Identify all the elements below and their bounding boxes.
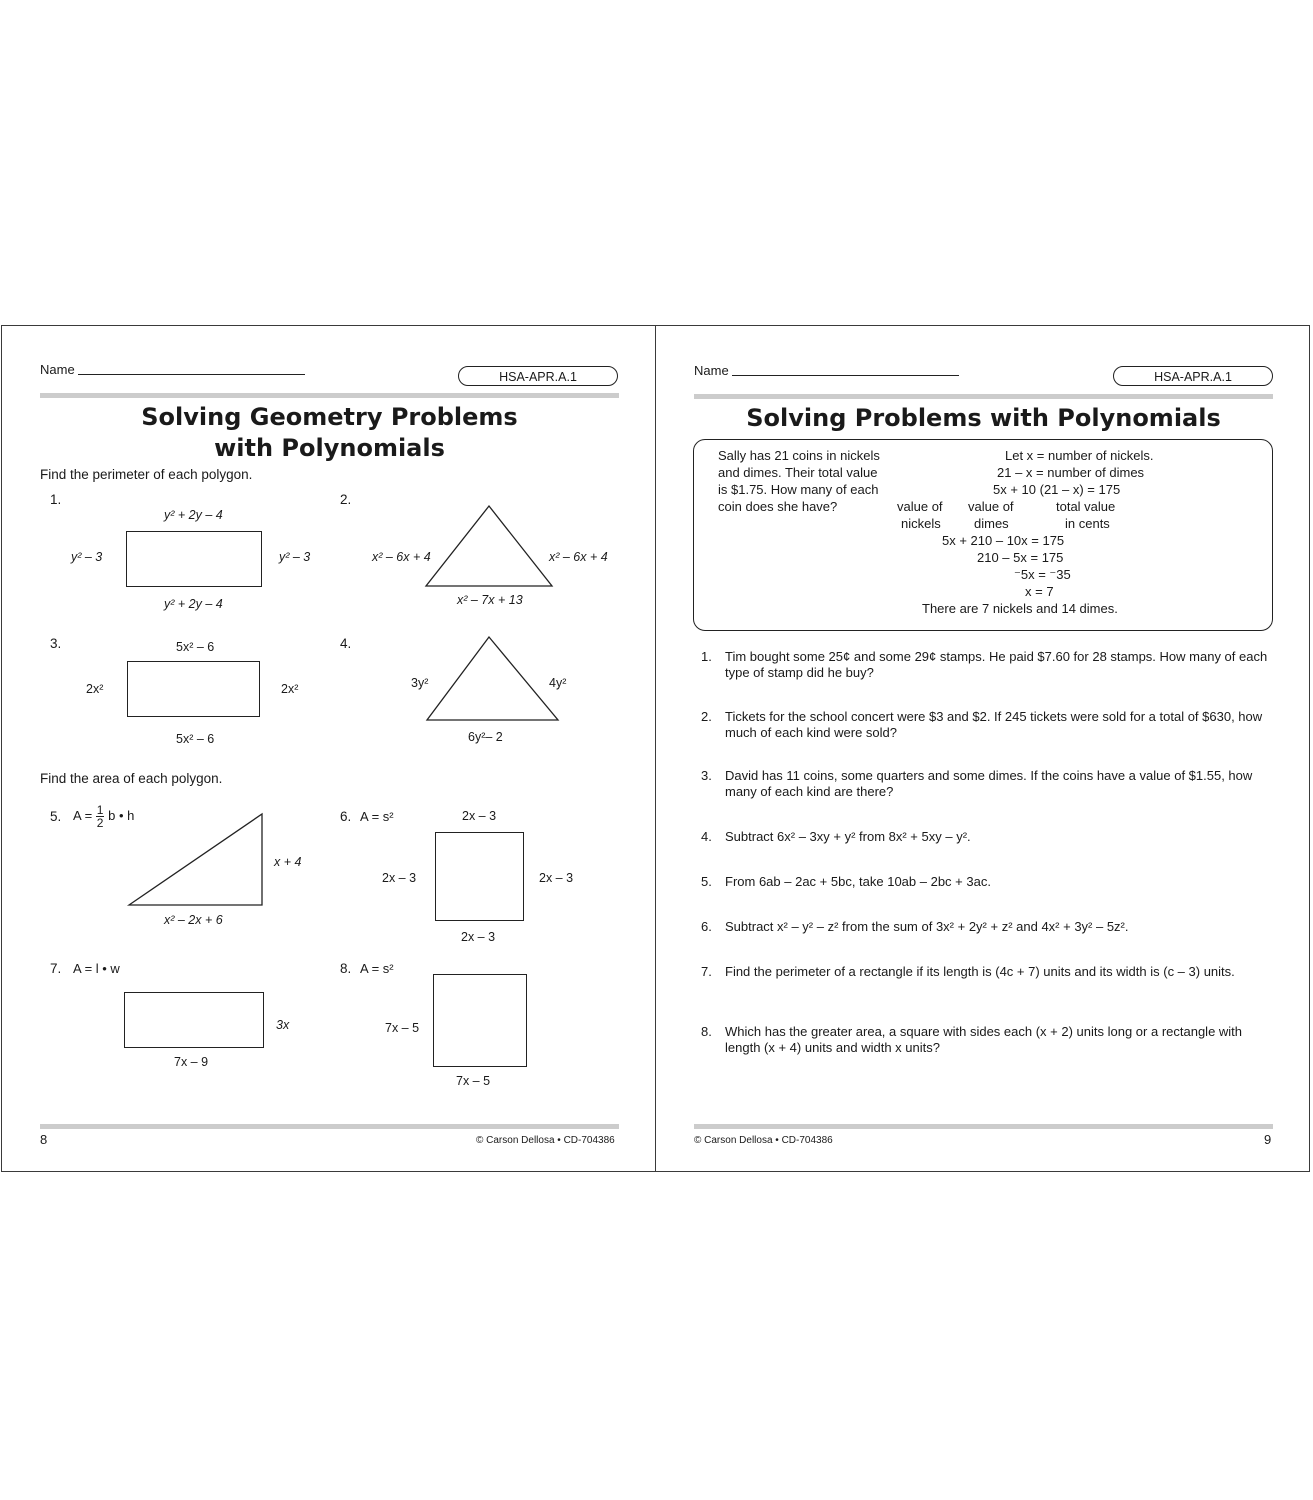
question-item — [701, 1024, 1273, 1056]
rectangle-shape — [124, 992, 264, 1048]
example-annotation: total value — [1056, 499, 1116, 514]
question-number: 8. — [701, 1024, 712, 1039]
example-step: Let x = number of nickels. — [1005, 448, 1154, 463]
side-label: y² + 2y – 4 — [164, 597, 223, 611]
problem-number: 3. — [50, 636, 62, 651]
name-label: Name — [694, 363, 729, 378]
side-label: y² – 3 — [279, 550, 311, 564]
example-step: 5x + 10 (21 – x) = 175 — [993, 482, 1121, 497]
perimeter-instruction: Find the perimeter of each polygon. — [40, 467, 253, 482]
problem-number: 4. — [340, 636, 352, 651]
header-rule — [40, 393, 619, 398]
formula-prefix: A = — [73, 808, 93, 823]
question-item — [701, 829, 1273, 845]
question-text: Tim bought some 25¢ and some 29¢ stamps. He paid $7.60 for 28 stamps. How many of each type of stamp did he buy? — [725, 649, 1268, 680]
header-rule — [694, 394, 1273, 399]
side-label: 6y²– 2 — [468, 730, 503, 744]
question-item — [701, 874, 1273, 890]
page-title — [40, 402, 619, 464]
side-label: x² – 6x + 4 — [372, 550, 431, 564]
side-label: 7x – 5 — [385, 1021, 420, 1035]
question-number: 6. — [701, 919, 712, 934]
question-number: 3. — [701, 768, 712, 783]
problem-number: 8. — [340, 961, 352, 976]
side-label: 2x – 3 — [461, 930, 496, 944]
example-step: 210 – 5x = 175 — [977, 550, 1064, 565]
side-label: 7x – 5 — [456, 1074, 491, 1088]
problem-number: 6. — [340, 809, 352, 824]
area-formula: A = s² — [360, 961, 394, 976]
area-formula: A = s² — [360, 809, 394, 824]
standard-badge: HSA-APR.A.1 — [1113, 366, 1273, 386]
example-annotation: in cents — [1065, 516, 1110, 531]
side-label: x² – 6x + 4 — [549, 550, 608, 564]
question-item — [701, 709, 1273, 741]
footer-rule — [694, 1124, 1273, 1129]
side-label: y² – 3 — [71, 550, 103, 564]
problem-number: 1. — [50, 492, 62, 507]
area-formula: A = l • w — [73, 961, 120, 976]
page-number: 9 — [1264, 1132, 1272, 1147]
side-label: 2x – 3 — [539, 871, 574, 885]
footer-credit: © Carson Dellosa • CD-704386 — [476, 1135, 615, 1146]
question-text: Which has the greater area, a square with sides each (x + 2) units long or a rectangle with length (x + 4) units and width x units? — [725, 1024, 1243, 1055]
example-annotation: nickels — [901, 516, 941, 531]
formula-suffix: b • h — [108, 808, 135, 823]
example-step: ⁻5x = ⁻35 — [1014, 567, 1071, 582]
question-text: From 6ab – 2ac + 5bc, take 10ab – 2bc + 3ac. — [725, 874, 991, 889]
example-answer: There are 7 nickels and 14 dimes. — [922, 601, 1118, 616]
example-problem-line: Sally has 21 coins in nickels — [718, 448, 880, 463]
right-triangle-shape — [0, 0, 1, 1]
side-label: x + 4 — [274, 855, 302, 869]
example-problem-line: and dimes. Their total value — [718, 465, 878, 480]
title-line-1: Solving Geometry Problems — [141, 403, 518, 431]
question-number: 1. — [701, 649, 712, 664]
problem-number: 5. — [50, 809, 62, 824]
example-step: 5x + 210 – 10x = 175 — [942, 533, 1065, 548]
area-formula — [73, 803, 134, 829]
question-number: 2. — [701, 709, 712, 724]
square-shape — [435, 832, 524, 921]
question-item — [701, 964, 1273, 996]
standard-badge: HSA-APR.A.1 — [458, 366, 618, 386]
name-label: Name — [40, 362, 75, 377]
question-number: 4. — [701, 829, 712, 844]
footer-rule — [40, 1124, 619, 1129]
rectangle-shape — [126, 531, 262, 587]
example-annotation: value of — [968, 499, 1014, 514]
page-gutter — [655, 325, 656, 1172]
example-step: 21 – x = number of dimes — [997, 465, 1145, 480]
question-number: 7. — [701, 964, 712, 979]
question-text: Subtract 6x² – 3xy + y² from 8x² + 5xy – y². — [725, 829, 971, 844]
title-line-2: with Polynomials — [214, 434, 445, 462]
page-title: Solving Problems with Polynomials — [746, 404, 1221, 432]
side-label: 3x — [276, 1018, 290, 1032]
question-text: Find the perimeter of a rectangle if its length is (4c + 7) units and its width is (c – 3) units. — [725, 964, 1235, 979]
side-label: y² + 2y – 4 — [164, 508, 223, 522]
side-label: 2x² — [281, 682, 299, 696]
question-text: Subtract x² – y² – z² from the sum of 3x² + 2y² + z² and 4x² + 3y² – 5z². — [725, 919, 1129, 934]
side-label: 2x – 3 — [382, 871, 417, 885]
problem-number: 7. — [50, 961, 62, 976]
example-problem-line: is $1.75. How many of each — [718, 482, 879, 497]
question-text: Tickets for the school concert were $3 and $2. If 245 tickets were sold for a total of $630, how much of each kind were sold? — [725, 709, 1263, 740]
side-label: x² – 2x + 6 — [164, 913, 223, 927]
fraction-one-half — [96, 804, 105, 829]
side-label: x² – 7x + 13 — [457, 593, 523, 607]
footer-credit: © Carson Dellosa • CD-704386 — [694, 1135, 833, 1146]
question-text: David has 11 coins, some quarters and some dimes. If the coins have a value of $1.55, how many of each kind are there? — [725, 768, 1253, 799]
name-line — [732, 361, 959, 376]
question-item — [701, 919, 1273, 935]
question-item — [701, 649, 1273, 681]
area-instruction: Find the area of each polygon. — [40, 771, 223, 786]
side-label: 3y² — [411, 676, 429, 690]
name-line — [78, 360, 305, 375]
side-label: 7x – 9 — [174, 1055, 209, 1069]
problem-number: 2. — [340, 492, 352, 507]
example-problem-line: coin does she have? — [718, 499, 838, 514]
example-annotation: value of — [897, 499, 943, 514]
question-number: 5. — [701, 874, 712, 889]
question-item — [701, 768, 1273, 800]
side-label: 4y² — [549, 676, 567, 690]
example-annotation: dimes — [974, 516, 1009, 531]
fraction-denominator: 2 — [96, 816, 104, 831]
side-label: 2x² — [86, 682, 104, 696]
fraction-numerator: 1 — [96, 803, 104, 818]
page-number: 8 — [40, 1132, 48, 1147]
example-step: x = 7 — [1025, 584, 1054, 599]
side-label: 5x² – 6 — [176, 732, 215, 746]
side-label: 2x – 3 — [462, 809, 497, 823]
square-shape — [433, 974, 527, 1067]
side-label: 5x² – 6 — [176, 640, 215, 654]
rectangle-shape — [127, 661, 260, 717]
